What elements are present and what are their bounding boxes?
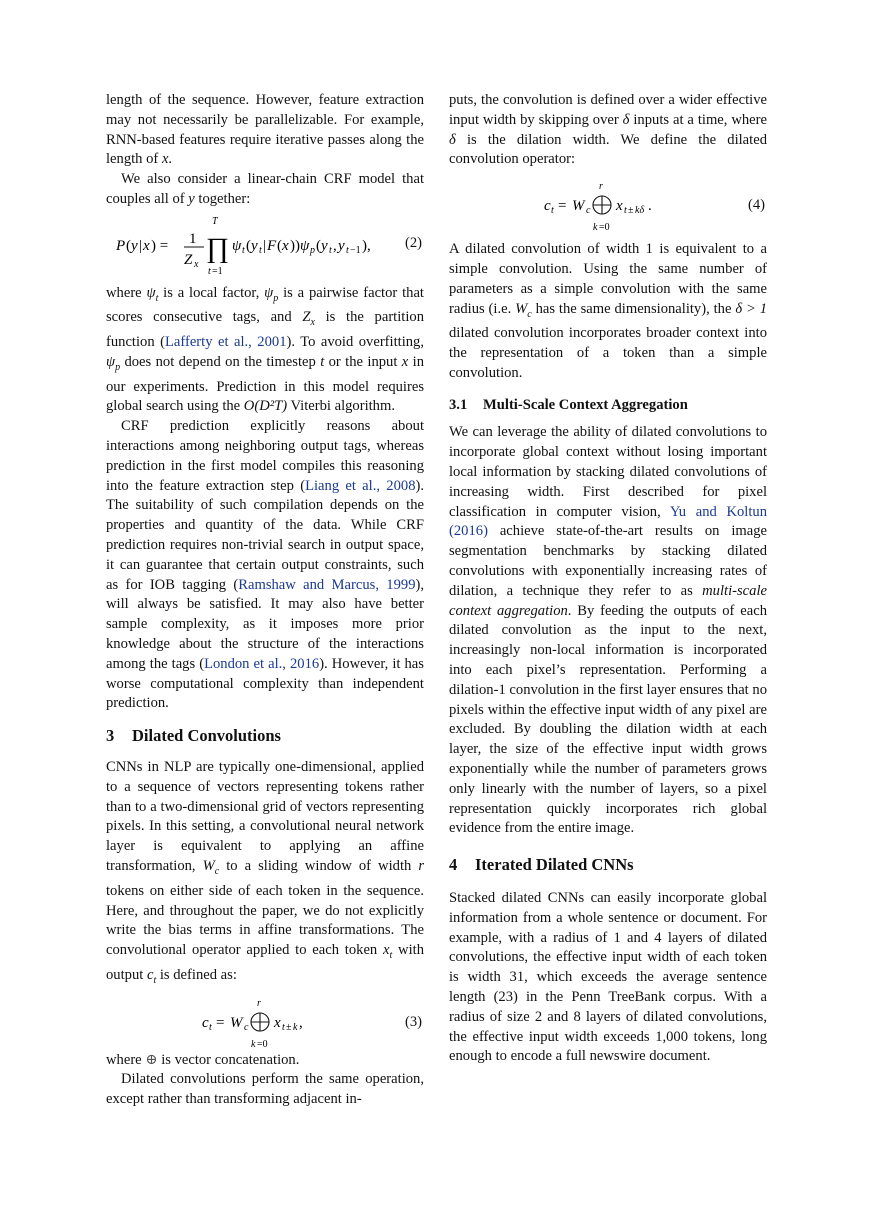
paragraph: A dilated convolution of width 1 is equivalent to a simple convolution. Using the same number of parameters as a simple convolution with the same radius (i.e. $W_c$ has the same dimensionality), the δ > 1 dilated convolution incorporates broader context into the representation of a token than a simple convolution. [449,241,768,381]
svg-text:t: t [242,244,245,256]
svg-text:x: x [143,237,150,254]
svg-text:c: c [586,205,591,217]
svg-text:t: t [551,205,554,217]
svg-text:r: r [599,181,603,193]
equation-3 [106,995,424,1051]
svg-text:|: | [263,237,267,254]
svg-text:ψ: ψ [232,237,242,254]
svg-text:r: r [257,997,261,1009]
equation-2 [106,210,424,278]
svg-text:=: = [558,198,567,215]
svg-text:c: c [202,1014,209,1031]
svg-text:t: t [624,205,627,217]
svg-text:1: 1 [189,230,197,247]
svg-text:t: t [208,265,211,277]
svg-text:t: t [346,244,349,256]
citation-link[interactable]: Ramshaw and Marcus, 1999 [238,576,416,593]
svg-text:y: y [321,237,328,254]
svg-text:) =: ) = [151,237,169,254]
svg-text:T: T [212,215,218,227]
svg-text:=0: =0 [599,222,610,234]
paragraph: Stacked dilated CNNs can easily incorporate global information from a whole sentence or document. For example, with a radius of 1 and 4 layers of dilated convolutions, the effective input width of each token is width 31, which exceeds the average sentence length (23) in the Penn TreeBank corpus. With a radius of size 2 and 8 layers of dilated convolutions, the effective input width exceeds 1,000 tokens, long enough to encode a full newswire document. [449,890,767,1065]
svg-text:=0: =0 [257,1038,268,1050]
svg-text:,: , [299,1014,303,1031]
paragraph: length of the sequence. However, feature extraction may not necessarily be parallelizable. For example, RNN-based features require iterative passes along the length of x. [106,92,424,168]
paragraph: where ⊕ is vector concatenation. [106,1051,300,1068]
paragraph: puts, the convolution is defined over a wider effective input width by skipping over δ inputs at a time, where δ is the dilation width. We define the dilated convolution operator: [449,92,767,168]
svg-text:(: ( [246,237,251,254]
svg-text:∏: ∏ [206,232,230,264]
paragraph: Dilated convolutions perform the same operation, except rather than transforming adjacent in- [106,1071,424,1108]
svg-text:ψ: ψ [300,237,310,254]
svg-text:c: c [244,1021,249,1033]
svg-text:t: t [209,1021,212,1033]
citation-link[interactable]: Yu and Koltun (2016) [449,503,767,540]
equation-number: (4) [747,197,765,214]
svg-text:P: P [116,237,126,254]
equation-4 [449,178,767,234]
svg-text:x: x [194,258,199,270]
equation-4-formula [544,178,704,234]
svg-text:F: F [267,237,277,254]
left-column [106,91,424,1110]
svg-text:Z: Z [184,251,193,268]
citation-link[interactable]: London et al., 2016 [204,655,320,672]
svg-text:±: ± [628,205,634,217]
svg-text:|: | [139,237,143,254]
svg-text:x: x [274,1014,281,1031]
svg-text:(: ( [126,237,131,254]
svg-text:p: p [310,244,315,256]
svg-text:k: k [593,222,598,234]
svg-text:t: t [259,244,262,256]
svg-text:c: c [544,198,551,215]
subsection-heading: 3.1 Multi-Scale Context Aggregation [449,396,688,413]
paragraph: CRF prediction explicitly reasons about interactions among neighboring output tags, whereas prediction in the first model compiles this reasoning into the feature extraction step (Liang et al., 2008). The suitability of such compilation depends on the properties and quantity of the data. While CRF prediction requires non-trivial search in output space, it can guarantee that certain output constraints, such as for IOB tagging (Ramshaw and Marcus, 1999), will always be satisfied. It may also have better sample complexity, as it imposes more prior knowledge about the structure of the interactions among the tags (London et al., 2016). However, it has worse computational complexity than independent prediction. [106,418,424,712]
svg-text:±: ± [286,1021,292,1033]
svg-text:x: x [616,198,623,215]
svg-text:k: k [293,1021,298,1033]
paragraph: We also consider a linear-chain CRF model that couples all of y together: [106,171,424,207]
equation-number: (3) [404,1013,422,1030]
svg-text:y: y [251,237,258,254]
svg-text:(: ( [316,237,321,254]
svg-text:−1: −1 [350,244,361,256]
svg-text:kδ: kδ [635,205,645,217]
equation-3-formula [202,995,362,1051]
paragraph: We can leverage the ability of dilated convolutions to incorporate global context without losing important local information by stacking dilated convolutions of increasing width. First described for pixel classification in computer vision, Yu and Koltun (2016) achieve state-of-the-art results on image segmentation benchmarks by stacking dilated convolutions with exponentially increasing rates of dilation, a technique they refer to as multi-scale context aggregation. By feeding the outputs of each dilated convolution as the input to the next, increasingly non-local information is incorporated into each pixel’s representation. Performing a dilation-1 convolution in the first layer ensures that no pixels within the effective input width of any pixel are excluded. By doubling the dilation width at each layer, the size of the effective input width grows exponentially while the number of parameters grows only linearly with the number of layers, so a pixel representation quickly incorporates rich global evidence from the entire image. [449,424,767,837]
svg-text:x: x [282,237,289,254]
svg-text:),: ), [362,237,371,254]
right-column [449,91,767,1067]
svg-text:)): )) [290,237,300,254]
equation-2-formula [116,210,416,278]
section-heading: 4 Iterated Dilated CNNs [449,855,634,875]
svg-text:(: ( [277,237,282,254]
svg-text:t: t [329,244,332,256]
svg-text:W: W [572,198,585,215]
svg-text:.: . [648,198,652,215]
svg-text:y: y [131,237,138,254]
svg-text:W: W [230,1014,243,1031]
svg-text:=: = [216,1014,225,1031]
svg-text:k: k [251,1038,256,1050]
svg-text:,: , [333,237,337,254]
paragraph: CNNs in NLP are typically one-dimensional, applied to a sequence of vectors representing tokens rather than to a two-dimensional grid of vectors representing pixels. In this setting, a convolutional neural network layer is equivalent to applying an affine transformation, $W_c$ to a sliding window of width r tokens on either side of each token in the sequence. Here, and throughout the paper, we do not explicitly write the bias terms in affine transformations. The convolutional operator applied to each token $x_t$ with output $c_t$ is defined as: [106,759,425,986]
section-heading: 3 Dilated Convolutions [106,726,281,746]
paragraph: where $\psi_t$ is a local factor, $\psi_p$ is a pairwise factor that scores consecutive tags, and $Z_x$ is the partition function (Lafferty et al., 2001). To avoid overfitting, $\psi_p$ does not depend on the timestep t or the input x in our experiments. Prediction in this model requires global search using the O(D²T) Viterbi algorithm. [106,284,425,415]
svg-text:t: t [282,1021,285,1033]
citation-link[interactable]: Lafferty et al., 2001 [164,334,287,351]
citation-link[interactable]: Liang et al., 2008 [305,477,416,494]
svg-text:y: y [338,237,345,254]
svg-text:=1: =1 [212,265,223,277]
equation-number: (2) [404,234,422,251]
